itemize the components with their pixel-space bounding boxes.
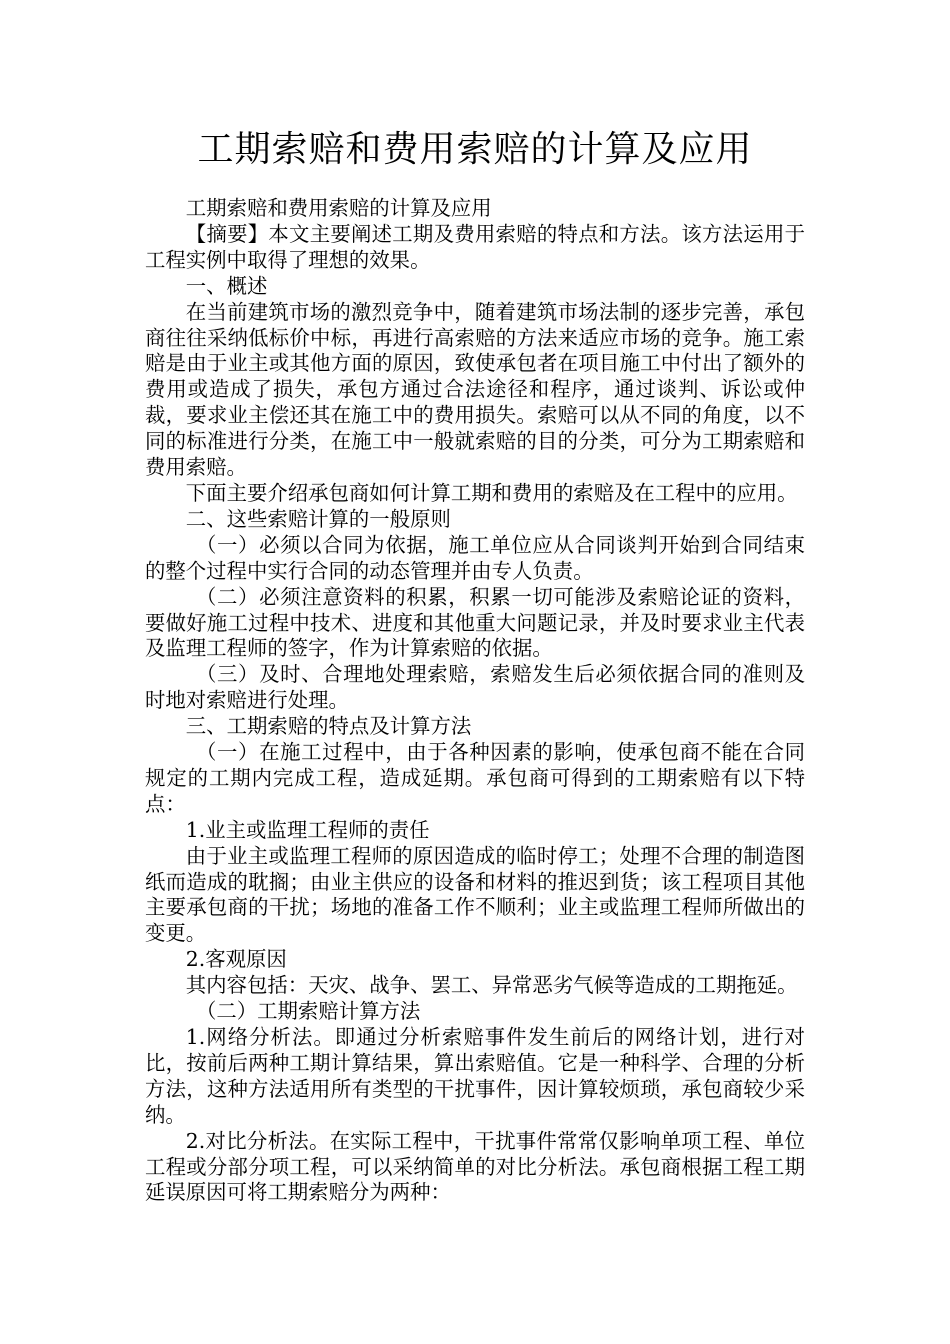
paragraph-principle-2: （二）必须注意资料的积累，积累一切可能涉及索赔论证的资料，要做好施工过程中技术、进度和其他重大问题记录，并及时要求业主代表及监理工程师的签字，作为计算索赔的依据。 (145, 584, 805, 661)
section-heading-duration-claims: 三、工期索赔的特点及计算方法 (185, 714, 472, 739)
section-heading-overview: 一、概述 (185, 273, 268, 298)
subheading-owner-responsibility: 1.业主或监理工程师的责任 (185, 817, 430, 842)
subheading-objective-causes: 2.客观原因 (185, 947, 287, 972)
paragraph-overview: 在当前建筑市场的激烈竞争中，随着建筑市场法制的逐步完善，承包商往往采纳低标价中标，再进行高索赔的方法来适应市场的竞争。施工索赔是由于业主或其他方面的原因，致使承包者在项目施工中付出了额外的费用或造成了损失，承包方通过合法途径和程序，通过谈判、诉讼或仲裁，要求业主偿还其在施工中的费用损失。索赔可以从不同的角度，以不同的标准进行分类，在施工中一般就索赔的目的分类，可分为工期索赔和费用索赔。 (145, 299, 805, 480)
paragraph-objective-causes: 其内容包括：天灾、战争、罢工、异常恶劣气候等造成的工期拖延。 (185, 973, 798, 998)
paragraph-principle-3: （三）及时、合理地处理索赔，索赔发生后必须依据合同的准则及时地对索赔进行处理。 (145, 662, 805, 713)
paragraph-duration-features: （一）在施工过程中，由于各种因素的影响，使承包商不能在合同规定的工期内完成工程，造成延期。承包商可得到的工期索赔有以下特点： (145, 740, 805, 816)
paragraph-abstract: 【摘要】本文主要阐述工期及费用索赔的特点和方法。该方法运用于工程实例中取得了理想的效果。 (145, 221, 805, 272)
paragraph-network-analysis: 1.网络分析法。即通过分析索赔事件发生前后的网络计划，进行对比，按前后两种工期计算结果，算出索赔值。它是一种科学、合理的分析方法，这种方法适用所有类型的干扰事件，因计算较烦琐，承包商较少采纳。 (145, 1025, 805, 1127)
paragraph-comparative-analysis: 2.对比分析法。在实际工程中，干扰事件常常仅影响单项工程、单位工程或分部分项工程，可以采纳简单的对比分析法。承包商根据工程工期延误原因可将工期索赔分为两种： (145, 1128, 805, 1205)
paragraph-intro: 下面主要介绍承包商如何计算工期和费用的索赔及在工程中的应用。 (185, 480, 798, 505)
paragraph-principle-1: （一）必须以合同为依据，施工单位应从合同谈判开始到合同结束的整个过程中实行合同的动态管理并由专人负责。 (145, 532, 805, 583)
subheading-calculation-methods: （二）工期索赔计算方法 (196, 999, 421, 1024)
paragraph-owner-responsibility: 由于业主或监理工程师的原因造成的临时停工；处理不合理的制造图纸而造成的耽搁；由业主供应的设备和材料的推迟到货；该工程项目其他主要承包商的干扰；场地的准备工作不顺利；业主或监理工程师所做出的变更。 (145, 843, 805, 946)
document-body (145, 196, 805, 1206)
paragraph-subtitle: 工期索赔和费用索赔的计算及应用 (185, 196, 492, 220)
document-title: 工期索赔和费用索赔的计算及应用 (197, 129, 753, 170)
section-heading-principles: 二、这些索赔计算的一般原则 (185, 506, 451, 531)
